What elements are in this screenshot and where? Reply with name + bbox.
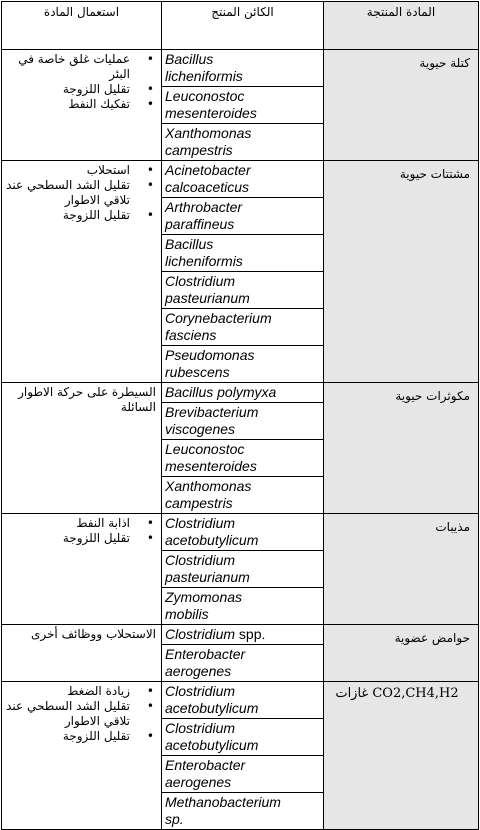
use-item: • تقليل الشد السطحي عند تلاقي الاطوار [5,178,130,208]
organism-genus: Enterobacter [165,646,246,662]
organism-cell [162,87,324,124]
organism-species: pasteurianum [165,290,250,306]
organisms-table [1,1,479,830]
organism-genus: Clostridium [165,626,236,642]
organism-cell [162,551,324,588]
header-product: المادة المنتجة [324,2,479,50]
organism-genus: Zymomonas [165,589,243,605]
use-item: الاستحلاب ووظائف أخرى [30,627,156,641]
table-row [2,383,479,403]
organism-genus: Enterobacter [165,757,246,773]
organism-cell [162,403,324,440]
use-cell [2,514,162,625]
use-cell [2,625,162,682]
organism-genus: Acinetobacter [165,162,251,178]
organism-genus: Methanobacterium [165,794,281,810]
use-item: • تقليل اللزوجة [5,208,130,223]
organism-species: sp. [165,811,184,827]
table-row [2,514,479,551]
organism-species: mobilis [165,606,209,622]
organism-cell [162,793,324,830]
organism-genus: Leuconostoc [165,88,245,104]
organism-species: mesenteroides [165,105,257,121]
product-cell: مذيبات [324,514,479,625]
organism-cell [162,719,324,756]
organism-genus: Bacillus [165,236,214,252]
organism-genus: Clostridium [165,273,236,289]
table-row [2,161,479,198]
organism-species: licheniformis [165,68,243,84]
organism-genus: Clostridium [165,552,236,568]
organism-cell [162,477,324,514]
use-cell [2,383,162,514]
organism-genus: Corynebacterium [165,310,272,326]
organism-cell [162,235,324,272]
organism-genus: Arthrobacter [165,199,243,215]
use-item: • تقليل اللزوجة [5,82,130,97]
table-body [2,50,479,830]
organism-species: acetobutylicum [165,737,259,753]
organism-species: campestris [165,142,233,158]
organism-species: calcoaceticus [165,179,250,195]
use-cell [2,682,162,830]
organism-cell [162,756,324,793]
organism-cell [162,514,324,551]
organism-cell [162,124,324,161]
use-item: • استحلاب [5,163,130,178]
use-item: • تفكيك النفط [5,97,130,112]
organism-species: acetobutylicum [165,700,259,716]
product-cell: حوامض عضوية [324,625,479,682]
organism-species: acetobutylicum [165,532,259,548]
organism-species: rubescens [165,364,230,380]
organism-cell [162,682,324,719]
organism-cell [162,161,324,198]
organism-genus: Clostridium [165,683,236,699]
product-cell: مشتتات حيوية [324,161,479,383]
use-item: • زيادة الضغط [5,684,130,699]
header-use: استعمال المادة [2,2,162,50]
use-item: السيطرة على حركة الاطوار السائلة [18,385,156,414]
organism-species: paraffineus [165,216,235,232]
use-list [5,516,158,546]
organism-species: aerogenes [165,663,232,679]
table-row [2,50,479,87]
use-cell [2,50,162,161]
organism-species: fasciens [165,327,217,343]
organism-genus: Bacillus polymyxa [165,384,277,400]
organism-species: pasteurianum [165,569,250,585]
use-list [5,163,158,223]
organism-suffix: spp. [235,626,266,642]
organism-cell [162,645,324,682]
header-organism: الكائن المنتج [162,2,324,50]
organism-cell [162,346,324,383]
organism-cell [162,198,324,235]
organism-species: viscogenes [165,421,236,437]
organism-genus: Clostridium [165,720,236,736]
organism-genus: Brevibacterium [165,404,259,420]
organism-species: licheniformis [165,253,243,269]
organism-genus: Pseudomonas [165,347,255,363]
product-cell: مكوثرات حيوية [324,383,479,514]
organism-cell [162,309,324,346]
use-list [5,684,158,744]
product-cell: كتلة حيوية [324,50,479,161]
table-row [2,682,479,719]
use-item: • تقليل اللزوجة [5,729,130,744]
organism-genus: Xanthomonas [165,478,252,494]
use-item: • عمليات غلق خاصة في البئر [5,52,130,82]
organism-genus: Xanthomonas [165,125,252,141]
table-row [2,625,479,645]
use-list [5,52,158,112]
organism-genus: Bacillus [165,51,214,67]
use-item: • تقليل اللزوجة [5,531,130,546]
organism-species: campestris [165,495,233,511]
organism-cell [162,50,324,87]
organism-cell [162,272,324,309]
organism-genus: Leuconostoc [165,441,245,457]
organism-cell [162,440,324,477]
organism-genus: Clostridium [165,515,236,531]
use-item: • اذابة النفط [5,516,130,531]
header-row [2,2,479,50]
product-cell: غازات CO2,CH4,H2 [324,682,479,830]
organism-cell [162,383,324,403]
use-cell [2,161,162,383]
organism-species: mesenteroides [165,458,257,474]
organism-cell [162,588,324,625]
organism-cell [162,625,324,645]
use-item: • تقليل الشد السطحي عند تلاقي الاطوار [5,699,130,729]
organism-species: aerogenes [165,774,232,790]
